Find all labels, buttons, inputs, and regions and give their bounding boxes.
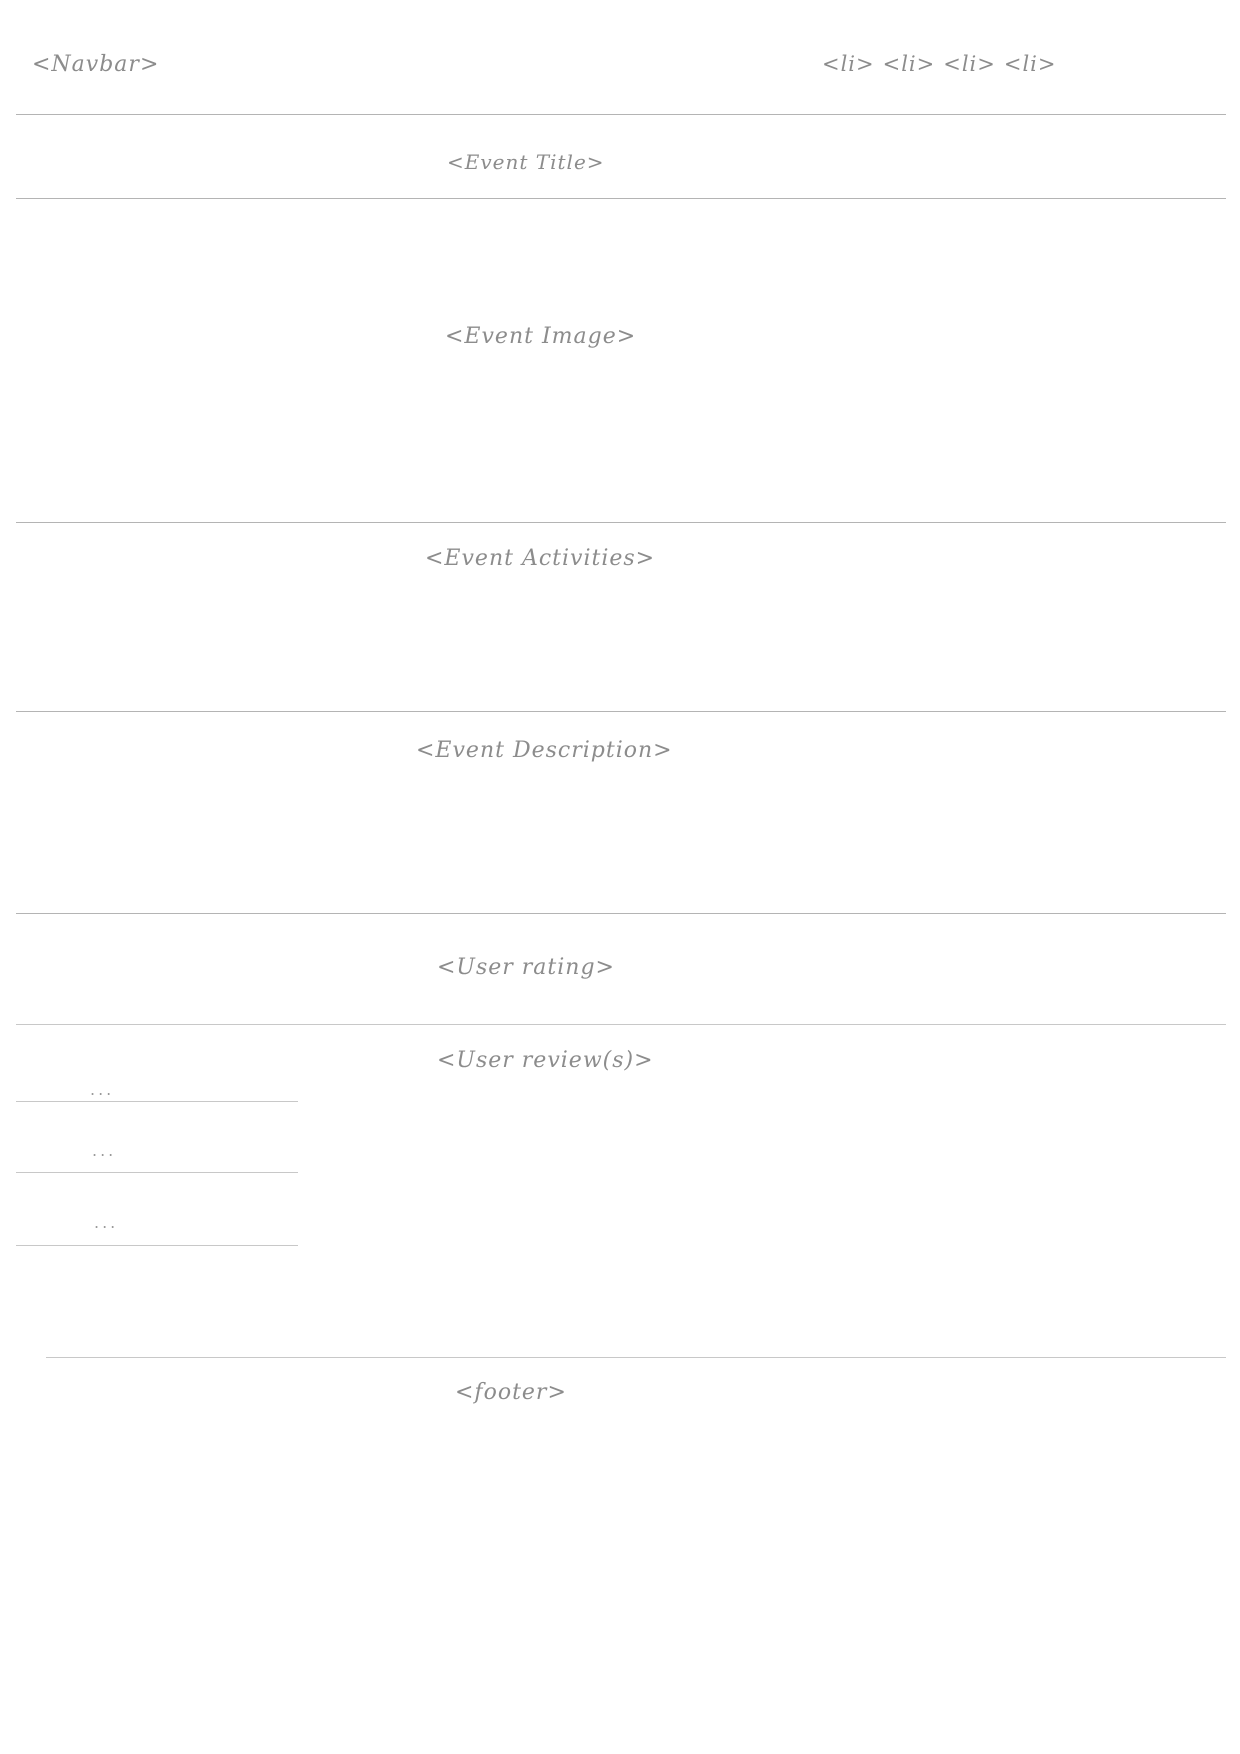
event-activities-divider	[16, 711, 1226, 712]
review-divider-3	[16, 1245, 298, 1246]
footer-label: <footer>	[455, 1380, 567, 1405]
event-description-divider	[16, 913, 1226, 914]
review-divider-1	[16, 1101, 298, 1102]
event-image-label: <Event Image>	[445, 324, 637, 349]
event-title-divider	[16, 198, 1226, 199]
review-item-2: ...	[92, 1141, 117, 1160]
navbar-links	[822, 52, 1057, 76]
review-item-3: ...	[94, 1213, 119, 1232]
event-image-placeholder	[16, 200, 1226, 520]
review-item-1: ...	[90, 1080, 115, 1099]
navbar-label: <Navbar>	[32, 52, 160, 77]
footer-divider	[46, 1357, 1226, 1358]
event-title: <Event Title>	[447, 150, 605, 174]
user-rating-divider	[16, 1024, 1226, 1025]
user-rating: <User rating>	[437, 955, 615, 980]
user-reviews-heading: <User review(s)>	[437, 1048, 654, 1073]
navbar-link-3[interactable]: <li>	[943, 52, 996, 76]
navbar-link-1[interactable]: <li>	[822, 52, 875, 76]
review-divider-2	[16, 1172, 298, 1173]
event-description: <Event Description>	[416, 738, 673, 763]
navbar-link-2[interactable]: <li>	[882, 52, 936, 76]
event-image-divider	[16, 522, 1226, 523]
event-activities: <Event Activities>	[425, 546, 656, 571]
navbar-link-4[interactable]: <li>	[1003, 52, 1057, 76]
navbar-divider	[16, 114, 1226, 115]
